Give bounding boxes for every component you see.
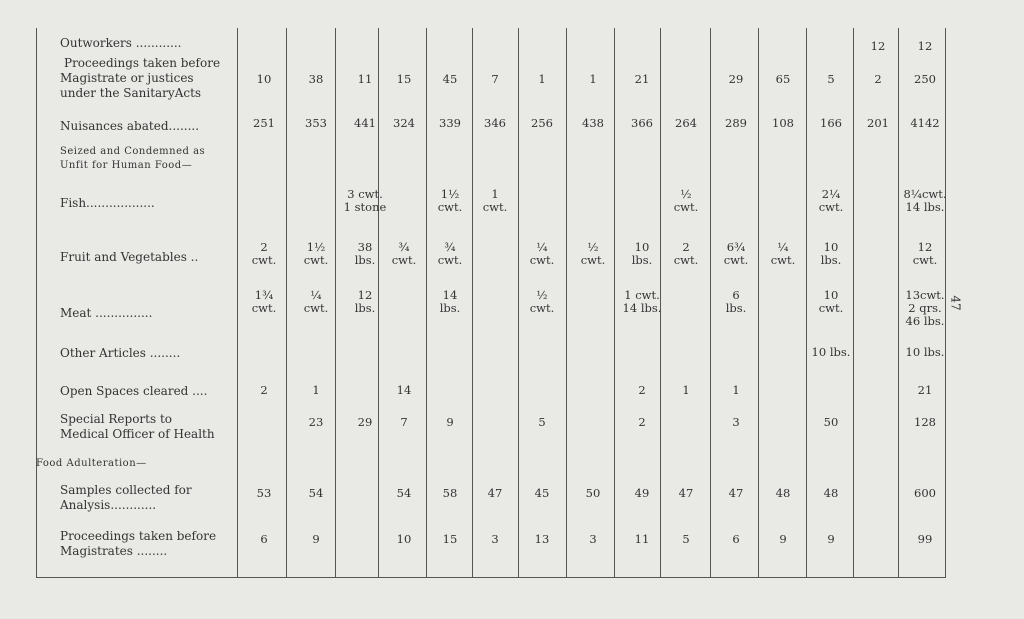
cell-open-spaces: 2 xyxy=(638,383,646,397)
cell-special-reports: 23 xyxy=(308,415,324,429)
cell-fruit: ¼ cwt. xyxy=(529,240,555,267)
row-label-proceedings-sanitary: Proceedings taken before xyxy=(64,56,221,70)
cell-proceedings-sanitary: 21 xyxy=(634,72,650,86)
page-number: 47 xyxy=(948,295,963,311)
cell-proceedings-magistrates: 9 xyxy=(827,532,835,546)
cell-nuisances: 346 xyxy=(484,116,506,130)
cell-meat: 1 cwt. 14 lbs. xyxy=(622,288,662,315)
cell-fruit: 2 cwt. xyxy=(673,240,699,267)
cell-fruit: ½ cwt. xyxy=(580,240,606,267)
cell-special-reports: 29 xyxy=(357,415,373,429)
cell-samples: 47 xyxy=(728,486,744,500)
cell-fruit: 12 cwt. xyxy=(912,240,938,267)
cell-proceedings-magistrates: 9 xyxy=(312,532,320,546)
cell-fruit: 10 lbs. xyxy=(631,240,653,267)
cell-samples: 47 xyxy=(678,486,694,500)
cell-proceedings-magistrates: 3 xyxy=(589,532,597,546)
cell-special-reports: 3 xyxy=(732,415,740,429)
cell-samples: 53 xyxy=(256,486,272,500)
cell-nuisances: 201 xyxy=(867,116,889,130)
cell-meat: 14 lbs. xyxy=(439,288,461,315)
row-label-fish: Fish.................. xyxy=(60,196,155,210)
cell-proceedings-sanitary: 1 xyxy=(538,72,546,86)
row-label-meat: Meat ............... xyxy=(60,306,153,320)
row-label-samples: Samples collected for xyxy=(60,483,192,497)
cell-outworkers: 12 xyxy=(917,39,933,53)
cell-special-reports: 128 xyxy=(914,415,936,429)
cell-samples: 54 xyxy=(308,486,324,500)
cell-proceedings-sanitary: 38 xyxy=(308,72,324,86)
cell-proceedings-magistrates: 3 xyxy=(491,532,499,546)
cell-samples: 50 xyxy=(585,486,601,500)
cell-fruit: 6¾ cwt. xyxy=(723,240,749,267)
cell-fish: 1½ cwt. xyxy=(437,187,463,214)
cell-nuisances: 438 xyxy=(582,116,604,130)
cell-proceedings-magistrates: 11 xyxy=(634,532,650,546)
cell-other: 10 lbs. xyxy=(905,345,945,359)
section-heading-seized: Unfit for Human Food— xyxy=(60,160,193,171)
cell-special-reports: 5 xyxy=(538,415,546,429)
cell-proceedings-sanitary: 45 xyxy=(442,72,458,86)
section-heading-seized: Seized and Condemned as xyxy=(60,146,206,157)
table-bottom-rule xyxy=(36,577,946,578)
row-label-outworkers: Outworkers ............ xyxy=(60,36,182,50)
cell-proceedings-magistrates: 6 xyxy=(260,532,268,546)
cell-meat: 12 lbs. xyxy=(354,288,376,315)
cell-proceedings-sanitary: 7 xyxy=(491,72,499,86)
cell-fish: ½ cwt. xyxy=(673,187,699,214)
cell-fish: 8¼cwt. 14 lbs. xyxy=(903,187,947,214)
cell-nuisances: 324 xyxy=(393,116,415,130)
cell-fish: 3 cwt. 1 stone xyxy=(343,187,387,214)
cell-proceedings-sanitary: 65 xyxy=(775,72,791,86)
cell-other: 10 lbs. xyxy=(811,345,851,359)
cell-proceedings-sanitary: 2 xyxy=(874,72,882,86)
cell-meat: 13cwt. 2 qrs. 46 lbs. xyxy=(905,288,945,328)
column-rule xyxy=(566,28,567,578)
cell-nuisances: 366 xyxy=(631,116,653,130)
section-heading-adulteration: Food Adulteration— xyxy=(36,458,147,469)
row-label-proceedings-magistrates: Proceedings taken before xyxy=(60,529,217,543)
row-label-special-reports: Medical Officer of Health xyxy=(60,427,215,441)
cell-open-spaces: 1 xyxy=(732,383,740,397)
cell-nuisances: 339 xyxy=(439,116,461,130)
cell-proceedings-sanitary: 10 xyxy=(256,72,272,86)
cell-proceedings-magistrates: 15 xyxy=(442,532,458,546)
cell-proceedings-magistrates: 10 xyxy=(396,532,412,546)
cell-nuisances: 289 xyxy=(725,116,747,130)
row-label-other: Other Articles ........ xyxy=(60,346,181,360)
cell-samples: 58 xyxy=(442,486,458,500)
cell-nuisances: 108 xyxy=(772,116,794,130)
cell-outworkers: 12 xyxy=(870,39,886,53)
cell-nuisances: 166 xyxy=(820,116,842,130)
cell-nuisances: 353 xyxy=(305,116,327,130)
cell-special-reports: 7 xyxy=(400,415,408,429)
cell-samples: 48 xyxy=(823,486,839,500)
cell-fish: 1 cwt. xyxy=(482,187,508,214)
cell-samples: 47 xyxy=(487,486,503,500)
cell-proceedings-magistrates: 6 xyxy=(732,532,740,546)
cell-proceedings-magistrates: 5 xyxy=(682,532,690,546)
column-rule xyxy=(710,28,711,578)
cell-samples: 54 xyxy=(396,486,412,500)
cell-meat: ½ cwt. xyxy=(529,288,555,315)
cell-fruit: ¾ cwt. xyxy=(437,240,463,267)
row-label-proceedings-magistrates: Magistrates ........ xyxy=(60,544,168,558)
row-label-proceedings-sanitary: under the SanitaryActs xyxy=(60,86,202,100)
cell-proceedings-sanitary: 29 xyxy=(728,72,744,86)
cell-nuisances: 441 xyxy=(354,116,376,130)
cell-nuisances: 251 xyxy=(253,116,275,130)
cell-proceedings-sanitary: 5 xyxy=(827,72,835,86)
cell-special-reports: 2 xyxy=(638,415,646,429)
cell-samples: 48 xyxy=(775,486,791,500)
cell-open-spaces: 21 xyxy=(917,383,933,397)
cell-meat: ¼ cwt. xyxy=(303,288,329,315)
cell-special-reports: 9 xyxy=(446,415,454,429)
row-label-open-spaces: Open Spaces cleared .... xyxy=(60,384,208,398)
cell-proceedings-sanitary: 11 xyxy=(357,72,373,86)
cell-proceedings-sanitary: 250 xyxy=(914,72,936,86)
cell-fruit: 1½ cwt. xyxy=(303,240,329,267)
row-label-samples: Analysis............ xyxy=(60,498,157,512)
cell-proceedings-magistrates: 99 xyxy=(917,532,933,546)
cell-fruit: 38 lbs. xyxy=(354,240,376,267)
cell-open-spaces: 1 xyxy=(312,383,320,397)
row-label-fruit: Fruit and Vegetables .. xyxy=(60,250,199,264)
cell-meat: 6 lbs. xyxy=(725,288,747,315)
cell-samples: 49 xyxy=(634,486,650,500)
cell-fruit: 10 lbs. xyxy=(820,240,842,267)
cell-open-spaces: 14 xyxy=(396,383,412,397)
column-rule xyxy=(898,28,899,578)
cell-open-spaces: 2 xyxy=(260,383,268,397)
cell-proceedings-sanitary: 1 xyxy=(589,72,597,86)
cell-nuisances: 264 xyxy=(675,116,697,130)
cell-fish: 2¼ cwt. xyxy=(818,187,844,214)
cell-special-reports: 50 xyxy=(823,415,839,429)
cell-proceedings-sanitary: 15 xyxy=(396,72,412,86)
table-left-rule xyxy=(36,28,37,578)
column-rule xyxy=(237,28,238,578)
cell-nuisances: 256 xyxy=(531,116,553,130)
cell-nuisances: 4142 xyxy=(910,116,940,130)
cell-proceedings-magistrates: 9 xyxy=(779,532,787,546)
cell-fruit: 2 cwt. xyxy=(251,240,277,267)
cell-open-spaces: 1 xyxy=(682,383,690,397)
cell-meat: 10 cwt. xyxy=(818,288,844,315)
cell-fruit: ¾ cwt. xyxy=(391,240,417,267)
cell-meat: 1¾ cwt. xyxy=(251,288,277,315)
cell-proceedings-magistrates: 13 xyxy=(534,532,550,546)
row-label-special-reports: Special Reports to xyxy=(60,412,172,426)
cell-samples: 600 xyxy=(914,486,936,500)
row-label-nuisances: Nuisances abated........ xyxy=(60,119,200,133)
cell-fruit: ¼ cwt. xyxy=(770,240,796,267)
cell-samples: 45 xyxy=(534,486,550,500)
row-label-proceedings-sanitary: Magistrate or justices xyxy=(60,71,194,85)
